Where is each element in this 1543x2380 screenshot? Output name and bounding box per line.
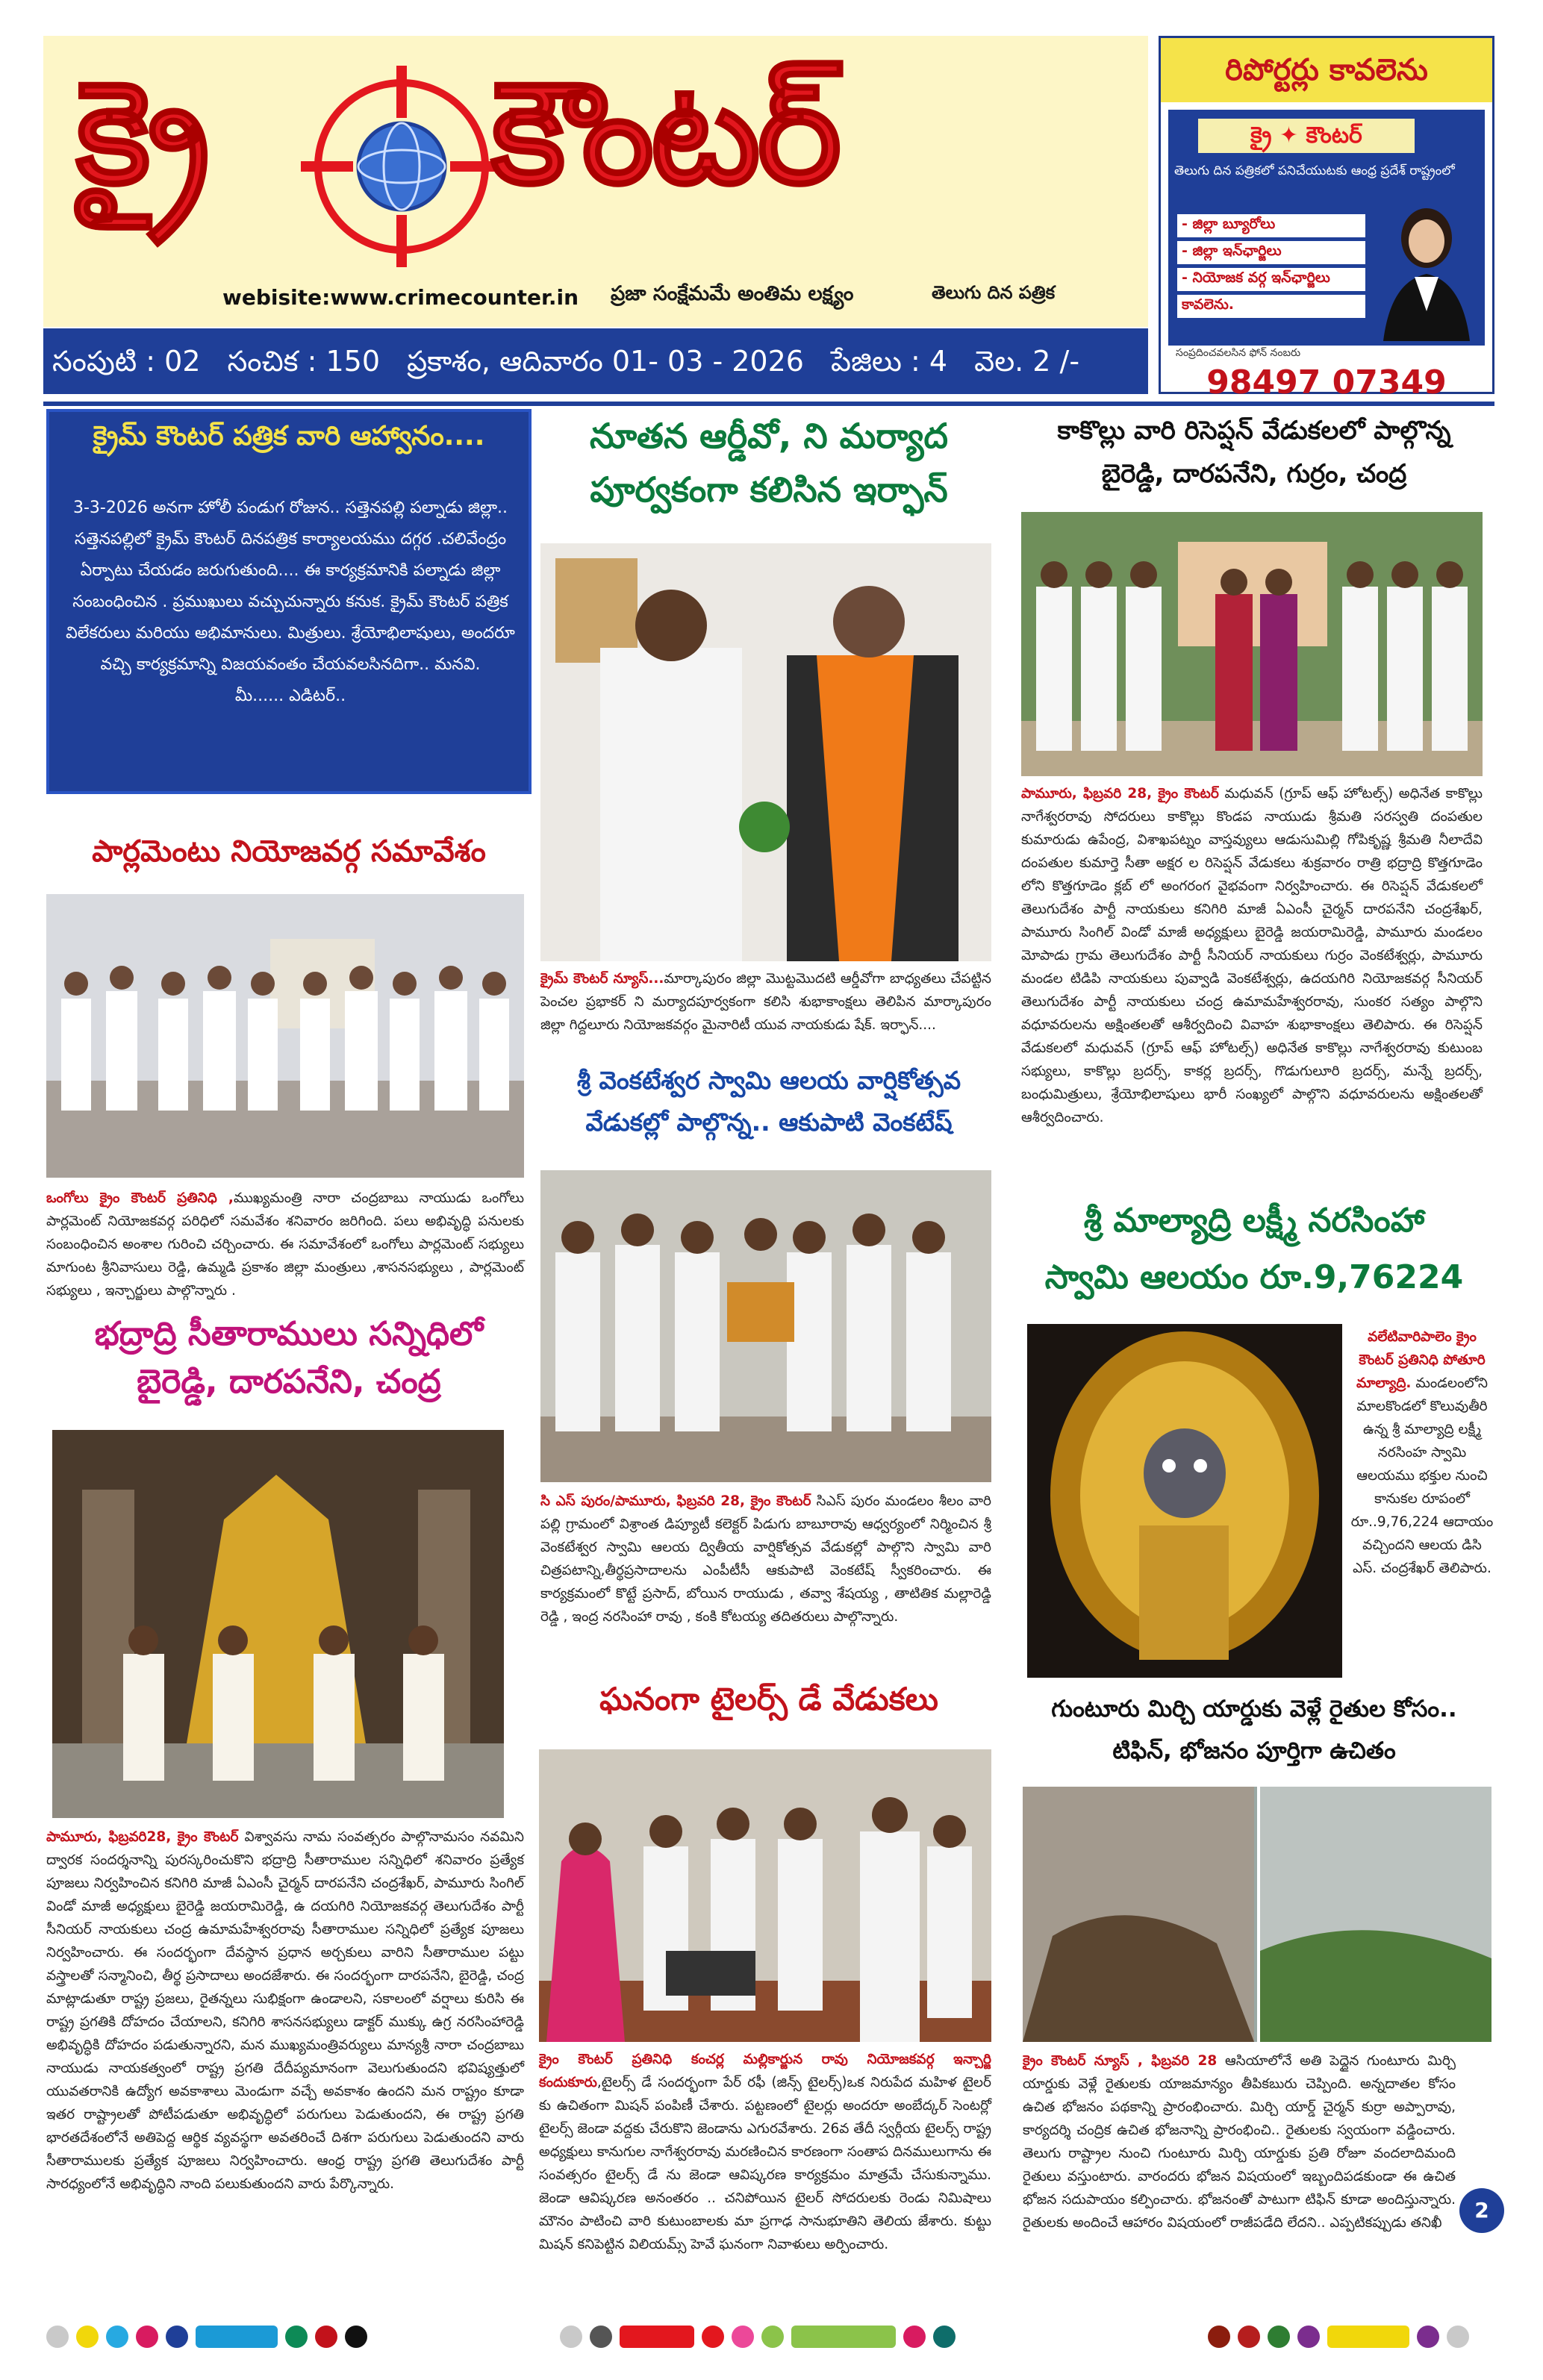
title-line: కాకొల్లు వారి రిసెప్షన్ వేడుకలలో పాల్గొన్న bbox=[1057, 416, 1451, 446]
article-body bbox=[46, 1825, 524, 2196]
registration-dot bbox=[1447, 2326, 1469, 2348]
notice-body bbox=[61, 493, 520, 712]
daily-label: తెలుగు దిన పత్రిక bbox=[932, 282, 1056, 303]
ad-contact-label: సంప్రదించవలసిన ఫోన్ నంబరు bbox=[1176, 347, 1301, 359]
notice-sign: మీ...... ఎడిటర్.. bbox=[234, 687, 346, 705]
temple-photo bbox=[52, 1430, 504, 1818]
ad-item: - నియోజక వర్గ ఇన్‌ఛార్జిలు bbox=[1177, 268, 1365, 291]
divider bbox=[43, 402, 1494, 406]
globe-crosshair-icon bbox=[301, 66, 502, 267]
logo-text-left: క్రై bbox=[76, 51, 207, 216]
issue-number: సంచిక : 150 bbox=[227, 345, 381, 378]
title-line: స్వామి ఆలయం రూ.9,76224 bbox=[1044, 1258, 1464, 1296]
article-body bbox=[539, 2048, 991, 2256]
registration-dot bbox=[933, 2326, 956, 2348]
article-body bbox=[46, 1187, 524, 1302]
article-text: ఆసియాలోనే అతి పెద్దైన గుంటూరు మిర్చి యార్డుకు వెళ్లే రైతులకు యాజమాన్యం తీపికబురు చెప్పింది. అన్నదాతల కోసం ఉచిత భోజనం పథకాన్ని ప్రారంభించారు. మిర్చి యార్డ్ చైర్మన్ కుర్రా అప్పారావు, కార్యదర్శి చంద్రిక ఉచిత భోజనాన్ని ప్రారంభించి.. రైతులకు స్వయంగా వడ్డించారు. తెలుగు రాష్ట్రాల నుంచి గుంటూరు మిర్చి యార్డుకు ప్రతి రోజూ వందలాదిమంది రైతులు వస్తుంటారు. వారందరు భోజన విషయంలో ఇబ్బందిపడకుండా ఈ ఉచిత భోజన సదుపాయం కల్పించారు. భోజనంతో పాటుగా టిఫిన్ కూడా అందిస్తున్నారు. రైతులకు అందించే ఆహారం విషయంలో రాజీపడేది లేదని.. ఎప్పటికప్పుడు తనిఖీ bbox=[1023, 2053, 1456, 2231]
notice-text: 3-3-2026 అనగా హోలీ పండుగ రోజున.. సత్తెనపల్లి పల్నాడు జిల్లా.. సత్తెనపల్లిలో క్రైమ్ కౌంటర్ దినపత్రిక కార్యాలయము దగ్గర .చలివేంద్రం ఏర్పాటు చేయడం జరుగుతుంది.... ఈ కార్యక్రమానికి పల్నాడు జిల్లా సంబంధించిన . ప్రముఖులు వచ్చుచున్నారు కనుక. క్రైమ్ కౌంటర్ పత్రిక విలేకరులు మరియు అభిమానులు. మిత్రులు. శ్రేయోభిలాషులు, అందరూ వచ్చి కార్యక్రమాన్ని విజయవంతం చేయవలసినదిగా.. మనవి. bbox=[66, 499, 515, 674]
registration-dot bbox=[732, 2326, 754, 2348]
ad-header: రిపోర్టర్లు కావలెను bbox=[1161, 38, 1492, 102]
registration-bar bbox=[791, 2326, 896, 2348]
ad-item: కావలెను. bbox=[1177, 295, 1365, 318]
title-line: వేడుకల్లో పాల్గొన్న.. ఆకుపాటి వెంకటేష్ bbox=[585, 1108, 953, 1137]
registration-dot bbox=[46, 2326, 69, 2348]
ad-item: - జిల్లా ఇన్‌ఛార్జిలు bbox=[1177, 241, 1365, 264]
article-lead: సి ఎస్ పురం/పామూరు, ఫిబ్రవరి 28, క్రైం కౌంటర్ bbox=[540, 1493, 811, 1509]
ad-panel bbox=[1168, 110, 1485, 346]
article-text: మండలంలోని మాలకొండలో కొలువుతీరి ఉన్న శ్రీ మాల్యాద్రి లక్ష్మీ నరసింహ స్వామి ఆలయము భక్తుల నుంచి కానుకల రూపంలో రూ..9,76,224 ఆదాయం వచ్చిందని ఆలయ డిసి ఎస్. చంద్రశేఖర్ తెలిపారు. bbox=[1350, 1375, 1494, 1576]
article-title: ఘనంగా టైలర్స్ డే వేడుకలు bbox=[599, 1681, 938, 1717]
article-body bbox=[1350, 1325, 1494, 1580]
article-body bbox=[1023, 2049, 1456, 2234]
page-number-badge: 2 bbox=[1459, 2188, 1504, 2233]
article-body bbox=[1021, 782, 1483, 1129]
registration-dot bbox=[166, 2326, 188, 2348]
registration-dot bbox=[1238, 2326, 1260, 2348]
issue-info-bar bbox=[43, 328, 1148, 394]
title-line: పూర్వకంగా కలిసిన ఇర్ఫాన్ bbox=[590, 469, 948, 510]
ad-text: తెలుగు దిన పత్రికలో పనిచేయుటకు ఆంధ్ర ప్రదేశ్ రాష్ట్రంలో bbox=[1174, 163, 1455, 178]
tagline: ప్రజా సంక్షేమమే అంతిమ లక్ష్యం bbox=[611, 282, 854, 305]
title-line: శ్రీ వెంకటేశ్వర స్వామి ఆలయ వార్షికోత్సవ bbox=[576, 1066, 961, 1095]
invitation-notice bbox=[46, 409, 532, 794]
title-line: గుంటూరు మిర్చి యార్డుకు వెళ్లే రైతుల కోసం.. bbox=[1051, 1696, 1457, 1722]
article-lead: వలేటివారిపాలెం క్రైం కౌంటర్ ప్రతినిధి పోతూరి మాల్యాద్రి. bbox=[1356, 1329, 1486, 1391]
title-line: టిఫిన్, భోజనం పూర్తిగా ఉచితం bbox=[1112, 1737, 1396, 1764]
article-title bbox=[46, 1311, 532, 1406]
registration-bar bbox=[620, 2326, 694, 2348]
article-title bbox=[1015, 409, 1493, 496]
article-body bbox=[540, 967, 991, 1037]
article-lead: క్రైమ్ కౌంటర్ న్యూస్... bbox=[540, 971, 664, 987]
article-text: ,టైలర్స్ డే సందర్భంగా పేర్ రఫీ (జిన్స్ టైలర్స్)ఒక నిరుపేద మహిళ టైలర్ కు ఉచితంగా మిషన్ పంపిణీ చేశారు. పట్టణంలో టైలర్లు అందరూ అంబేద్కర్ సెంటర్లో టైలర్స్ జెండా వద్దకు చేరుకొని జెండాను ఎగురవేశారు. 26వ తేదీ స్వర్గీయ టైలర్స్ రాష్ట్ర అధ్యక్షులు కానుగుల నాగేశ్వరరావు మరణించిన కారణంగా సంతాప దినములుగాను ఈ సంవత్సరం టైలర్స్ డే ను జెండా ఆవిష్కరణ కార్యక్రమం మాత్రమే చేసుకున్నాము. జెండా ఆవిష్కరణ అనంతరం .. చనిపోయిన టైలర్ సోదరులకు రెండు నిమిషాలు మౌనం పాటించి వారి కుటుంబాలకు మా ప్రగాఢ సానుభూతిని తెలియ జేశారు. కుట్టు మిషన్ కనిపెట్టిన విలియమ్స్ హెవే ఘనంగా నివాళులు అర్పించారు. bbox=[539, 2075, 991, 2252]
page-count: పేజిలు : 4 bbox=[831, 345, 948, 378]
article-title bbox=[537, 409, 1000, 516]
article-lead: ఒంగోలు క్రైం కౌంటర్ ప్రతినిధి , bbox=[46, 1190, 234, 1206]
meeting-photo bbox=[46, 894, 524, 1178]
title-line: బైరెడ్డి, దారపనేని, చంద్ర bbox=[137, 1363, 441, 1401]
article-lead: పామూరు, ఫిబ్రవరి28, క్రైం కౌంటర్ bbox=[46, 1829, 239, 1845]
title-line: శ్రీ మాల్యాద్రి లక్ష్మీ నరసింహా bbox=[1083, 1202, 1425, 1240]
website-url: webisite:www.crimecounter.in bbox=[222, 285, 579, 310]
article-text: ముఖ్యమంత్రి నారా చంద్రబాబు నాయుడు ఒంగోలు పార్లమెంట్ నియోజకవర్గ పరిధిలో సమవేశం శనివారం జరిగింది. పలు అభివృద్ధి పనులకు సంబంధించిన అంశాల గురించి చర్చించారు. ఈ సమావేశంలో ఒంగోలు పార్లమెంట్ సభ్యులు మాగుంట శ్రీనివాసులు రెడ్డి, ఉమ్మడి ప్రకాశం జిల్లా మంత్రులు ,శాసనసభ్యులు , పార్లమెంట్ సభ్యులు , ఇన్చార్జులు పాల్గొన్నారు . bbox=[46, 1190, 524, 1299]
place-date: ప్రకాశం, ఆదివారం 01- 03 - 2026 bbox=[407, 345, 804, 378]
registration-dot bbox=[1268, 2326, 1290, 2348]
registration-dot bbox=[136, 2326, 158, 2348]
registration-dot bbox=[903, 2326, 926, 2348]
registration-bar bbox=[1327, 2326, 1409, 2348]
tailors-day-photo bbox=[539, 1749, 991, 2042]
presenter-woman-image bbox=[1368, 199, 1480, 341]
registration-dot bbox=[1417, 2326, 1439, 2348]
registration-dot bbox=[1297, 2326, 1320, 2348]
farm-photo bbox=[1023, 1787, 1491, 2042]
registration-dot bbox=[560, 2326, 582, 2348]
registration-dot bbox=[106, 2326, 128, 2348]
title-line: బైరెడ్డి, దారపనేని, గుర్రం, చంద్ర bbox=[1101, 459, 1407, 489]
deity-photo bbox=[1027, 1324, 1342, 1678]
article-title: పార్లమెంటు నియోజవర్గ సమావేశం bbox=[92, 834, 486, 869]
article-text: మధువన్ (గ్రూప్ ఆఫ్ హోటల్స్) అధినేత కాకొల్లు నాగేశ్వరరావు సోదరులు కాకొల్లు కొండప నాయుడు శ్రీమతి సరస్వతి దంపతుల కుమారుడు ఉపేంద్ర, విశాఖపట్నం వాస్తవ్యులు ఆడుసుమిల్లి గోపికృష్ణ శ్రీమతి నీలాదేవి దంపతుల కుమార్తె సీతా అక్షర ల రిసెప్షన్ వేడుకలు శుక్రవారం రాత్రి భద్రాద్రి కొత్తగూడెం లోని కొత్తగూడెం క్లబ్ లో అంగరంగ వైభవంగా నిర్వహించారు. ఈ రిసెప్షన్ వేడుకలలో తెలుగుదేశం పార్టీ నాయకులు కనిగిరి మాజీ ఏఎంసీ చైర్మన్ దారపనేని చంద్రశేఖర్, పామూరు సింగిల్ విండో మాజీ అధ్యక్షులు బైరెడ్డి జయరామిరెడ్డి, పామూరు మండలం మోపాడు గ్రామ తెలుగుదేశం పార్టీ సీనియర్ నాయకులు గుర్రం వెంకటేశ్వర్లు, పామూరు మండల టిడిపి నాయకులు పువ్వాడి వెంకటేశ్వర్లు, ఉదయగిరి నియోజకవర్గ సీనియర్ తెలుగుదేశం పార్టీ నాయకులు చంద్ర ఉమామహేశ్వరరావు, సుంకర సత్యం పాల్గొని వధూవరులను అక్షింతలతో ఆశీర్వదించి వివాహ శుభాకాంక్షలు తెలిపారు. ఈ రిసెప్షన్ వేడుకలలో మధువన్ (గ్రూప్ ఆఫ్ హోటల్స్) అధినేత కాకొల్లు నాగేశ్వరరావు కుటుంబ సభ్యులు, కాకొల్లు బ్రదర్స్, కాకర్ల బ్రదర్స్, గొడుగులూరి బ్రదర్స్, మన్నే బ్రదర్స్, బంధుమిత్రులు, శ్రేయోభిలాషులు భారీ సంఖ్యలో పాల్గొని వధూవరులను అక్షింతలతో ఆశీర్వదించారు. bbox=[1021, 786, 1483, 1125]
article-text: విశ్వావసు నామ సంవత్సరం పాల్గొనామసం నవమిని ద్వారక సందర్శనాన్ని పురస్కరించుకొని భద్రాద్రి సీతారాముల సన్నిధిలో శనివారం ప్రత్యేక పూజలు నిర్వహించిన కనిగిరి మాజీ ఏఎంసీ చైర్మన్ దారపనేని చంద్రశేఖర్, పామూరు సింగిల్ విండో మాజీ అధ్యక్షులు బైరెడ్డి జయరామిరెడ్డి, ఉ దయగిరి నియోజకవర్గ తెలుగుదేశం పార్టీ సీనియర్ నాయకులు చంద్ర ఉమామహేశ్వరరావు సీతారాముల సన్నిధిలో ప్రత్యేక పూజలు నిర్వహించారు. ఈ సందర్భంగా దేవస్థాన ప్రధాన అర్చకులు వారిని సీతారాముల పట్టు వస్త్రాలతో సన్మానించి, తీర్థ ప్రసాదాలు అందజేశారు. ఈ సందర్భంగా దారపనేని, బైరెడ్డి, చంద్ర మాట్లాడుతూ రాష్ట్ర ప్రజలు, రైతన్నలు సుభిక్షంగా ఉండాలని, సకాలంలో వర్షాలు కురిసి ఈ రాష్ట్ర ప్రగతికి దోహదం చేయాలని, కనిగిరి శాసనసభ్యులు డాక్టర్ ముక్కు ఉగ్ర నరసింహారెడ్డి అభివృద్ధికి దోహదం పడుతున్నారని, మన ముఖ్యమంత్రివర్యులు మాన్యశ్రీ నారా చంద్రబాబు నాయుడు నాయకత్వంలో రాష్ట్ర ప్రగతి దేదీప్యమానంగా వెలుగుతుందని భవిష్యత్తులో యువతరానికి ఉద్యోగ అవకాశాలు మెండుగా వచ్చే అవకాశం ఉందని మన రాష్ట్రం కూడా ఇతర రాష్ట్రాలతో పోటీపడుతూ అభివృద్ధిలో పరుగులు పెడుతుందని, ఈ రాష్ట్ర ప్రగతి భారతదేశంలోనే అతిపెద్ద ఆర్థిక వ్యవస్థగా అవతరించే దిశగా పరుగులు పెడుతుందని వారు సీతారాములకు ప్రత్యేక పూజలు నిర్వహించారు. ఆంధ్ర రాష్ట్ర ప్రగతి తెలుగుదేశం పార్టీ సారధ్యంలోనే అభివృద్ధిని నాంది పలుకుతుందని వారు పేర్కొన్నారు. bbox=[46, 1829, 524, 2192]
article-lead: పామూరు, ఫిబ్రవరి 28, క్రైం కౌంటర్ bbox=[1021, 786, 1219, 802]
registration-dot bbox=[590, 2326, 612, 2348]
price: వెల. 2 /- bbox=[974, 345, 1080, 378]
reception-photo bbox=[1021, 512, 1483, 776]
article-text: మార్కాపురం జిల్లా మొట్టమొదటి ఆర్డీవోగా బాధ్యతలు చేపట్టిన పెంచల ప్రభాకర్ ని మర్యాదపూర్వకంగా కలిసి శుభాకాంక్షలు తెలిపిన మార్కాపురం జిల్లా గిద్దలూరు నియోజకవర్గం మైనారిటీ యువ నాయకుడు షేక్. ఇర్ఫాన్.... bbox=[540, 971, 991, 1033]
article-title bbox=[1015, 1193, 1493, 1306]
registration-dot bbox=[285, 2326, 308, 2348]
volume: సంపుటి : 02 bbox=[52, 345, 201, 378]
registration-dot bbox=[761, 2326, 784, 2348]
reporters-wanted-ad bbox=[1159, 36, 1494, 402]
article-lead: క్రైం కౌంటర్ న్యూస్ , ఫిబ్రవరి 28 bbox=[1023, 2053, 1218, 2069]
article-title bbox=[537, 1060, 1000, 1143]
registration-dot bbox=[345, 2326, 367, 2348]
notice-title: క్రైమ్ కౌంటర్ పత్రిక వారి ఆహ్వానం.... bbox=[93, 421, 485, 452]
title-line: నూతన ఆర్డీవో, ని మర్యాద bbox=[590, 416, 948, 456]
ad-phone: 98497 07349 bbox=[1206, 363, 1447, 402]
logo-text-right: కౌంటర్ bbox=[491, 51, 839, 216]
masthead bbox=[43, 36, 1148, 327]
registration-dot bbox=[702, 2326, 724, 2348]
article-lead: క్రైం కౌంటర్ ప్రతినిధి కంచర్ల మల్లికార్జున రావు నియోజకవర్గ ఇన్చార్జి కందుకూరు bbox=[539, 2052, 991, 2090]
article-text: సిఎస్ పురం మండలం శీలం వారి పల్లి గ్రామంలో విశ్రాంత డిప్యూటీ కలెక్టర్ పిడుగు బాబూరావు ఆధ్వర్యంలో నిర్మించిన శ్రీ వెంకటేశ్వర స్వామి ఆలయ ద్వితీయ వార్షికోత్సవ వేడుకల్లో పాల్గొని స్వామి వారి చిత్రపటాన్ని,తీర్థప్రసాదాలను ఎంపీటీసీ ఆకుపాటి వెంకటేష్ స్వీకరించారు. ఈ కార్యక్రమంలో కొట్టే ప్రసాద్, బోయిన రాయుడు , తవ్వా శేషయ్య , తాటితిక మల్లారెడ్డి రెడ్డి , ఇంద్ర నరసింహా రావు , కంకి కోటయ్య తదితరులు పాల్గొన్నారు. bbox=[540, 1493, 991, 1625]
title-line: భద్రాద్రి సీతారాములు సన్నిధిలో bbox=[94, 1315, 484, 1353]
ad-item: - జిల్లా బ్యూరోలు bbox=[1177, 214, 1365, 237]
article-body bbox=[540, 1490, 991, 1628]
ad-logo: క్రై ✦ కౌంటర్ bbox=[1198, 119, 1415, 153]
registration-bar bbox=[196, 2326, 278, 2348]
temple-event-photo bbox=[540, 1170, 991, 1482]
registration-dot bbox=[315, 2326, 337, 2348]
registration-dot bbox=[1208, 2326, 1230, 2348]
registration-dot bbox=[76, 2326, 99, 2348]
color-registration-strip bbox=[43, 2326, 1499, 2355]
article-title bbox=[1015, 1688, 1493, 1772]
greeting-photo bbox=[540, 543, 991, 961]
